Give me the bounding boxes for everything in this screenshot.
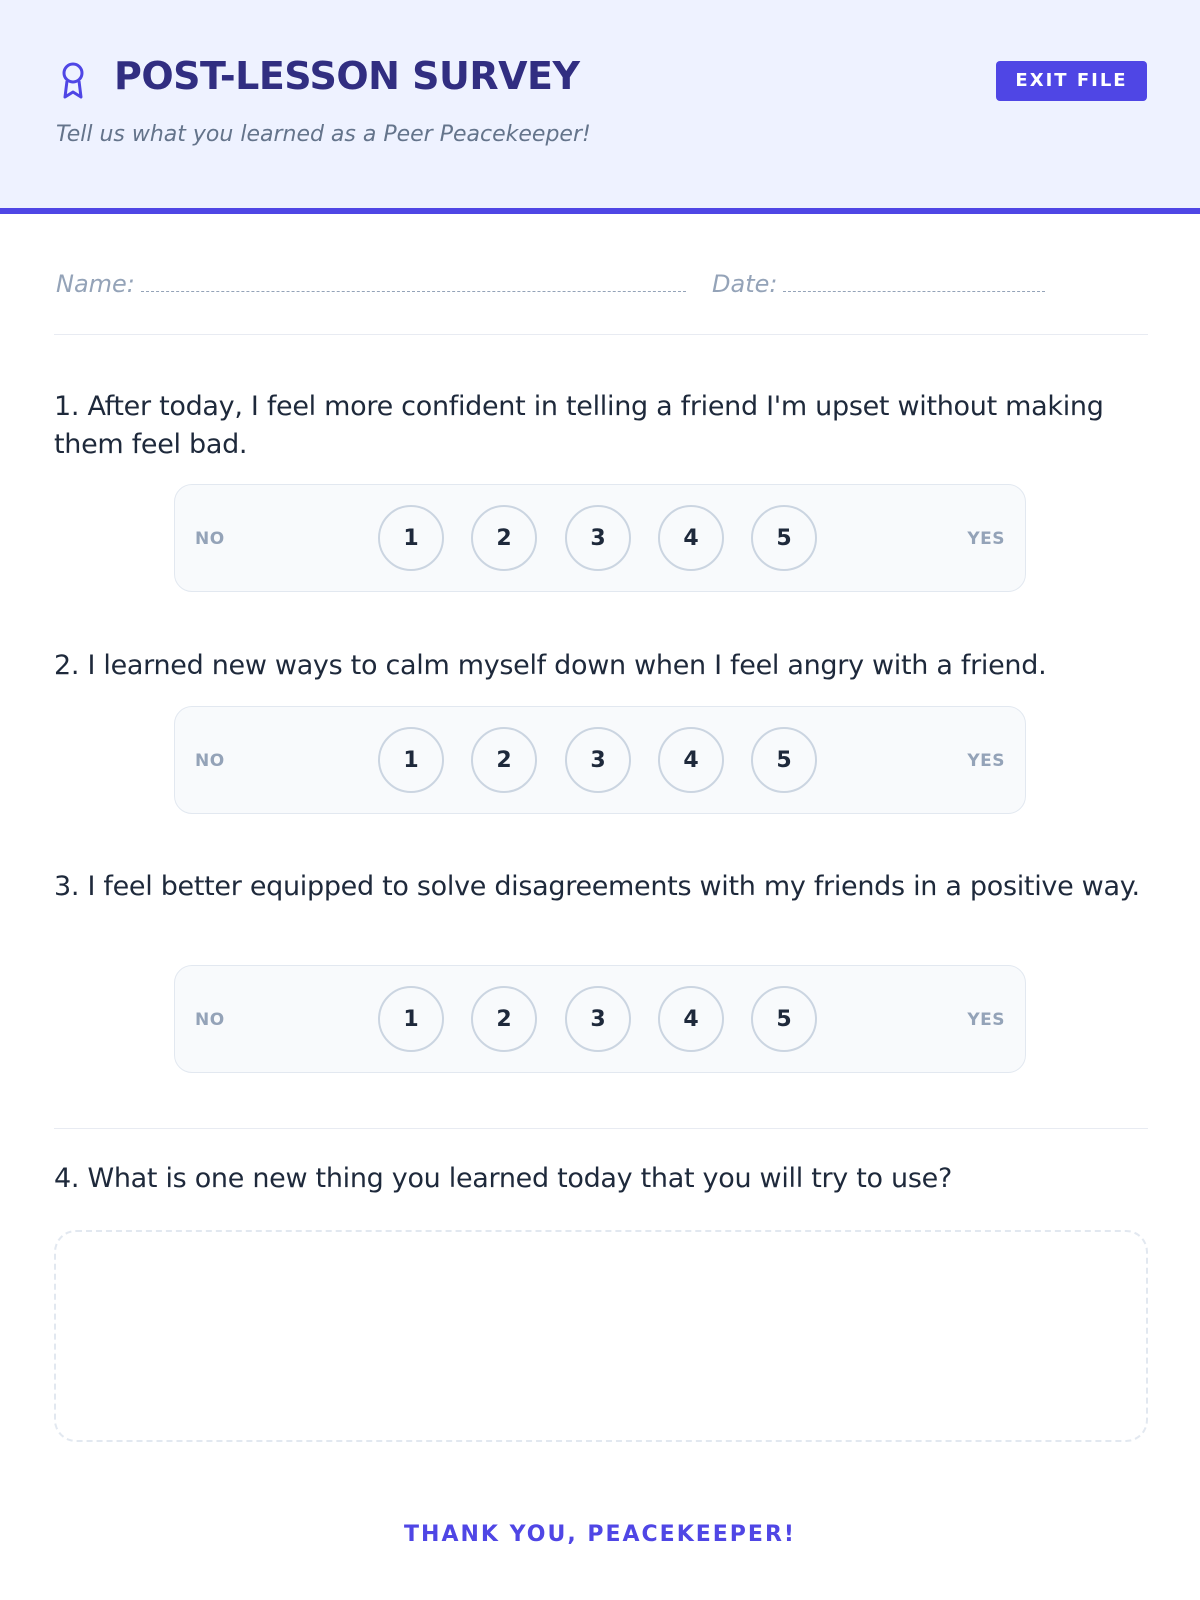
rating-option-2[interactable]: 2 — [471, 505, 537, 571]
rating-option-4[interactable]: 4 — [658, 986, 724, 1052]
rating-scale-q3 — [174, 965, 1026, 1073]
question-3-text: 3. I feel better equipped to solve disagreements with my friends in a positive way. — [54, 871, 1140, 902]
rating-option-4[interactable]: 4 — [658, 505, 724, 571]
date-field[interactable] — [712, 270, 1045, 298]
rating-option-2[interactable]: 2 — [471, 727, 537, 793]
rating-option-2[interactable]: 2 — [471, 986, 537, 1052]
rating-scale-q2 — [174, 706, 1026, 814]
footer-thank-you: THANK YOU, PEACEKEEPER! — [404, 1522, 796, 1547]
scale-low-label: NO — [195, 1010, 225, 1030]
rating-option-3[interactable]: 3 — [565, 727, 631, 793]
scale-low-label: NO — [195, 529, 225, 549]
question-2-text: 2. I learned new ways to calm myself down when I feel angry with a friend. — [54, 650, 1047, 681]
rating-option-5[interactable]: 5 — [751, 727, 817, 793]
rating-option-4[interactable]: 4 — [658, 727, 724, 793]
award-ribbon-icon — [60, 62, 86, 100]
rating-scale-q1 — [174, 484, 1026, 592]
rating-option-1[interactable]: 1 — [378, 727, 444, 793]
question-4-text: 4. What is one new thing you learned today that you will try to use? — [54, 1163, 952, 1194]
date-label: Date: — [712, 270, 778, 298]
page-subtitle: Tell us what you learned as a Peer Peacekeeper! — [56, 122, 591, 147]
scale-low-label: NO — [195, 751, 225, 771]
question-1-text: 1. After today, I feel more confident in telling a friend I'm upset without making them feel bad. — [54, 391, 1104, 460]
date-blank-line[interactable] — [783, 272, 1045, 292]
survey-header — [0, 0, 1200, 214]
scale-high-label: YES — [967, 1010, 1005, 1030]
name-label: Name: — [56, 270, 135, 298]
rating-option-5[interactable]: 5 — [751, 505, 817, 571]
rating-option-3[interactable]: 3 — [565, 505, 631, 571]
name-field[interactable] — [56, 270, 686, 298]
scale-high-label: YES — [967, 529, 1005, 549]
rating-option-1[interactable]: 1 — [378, 505, 444, 571]
rating-option-5[interactable]: 5 — [751, 986, 817, 1052]
divider — [54, 334, 1148, 335]
scale-high-label: YES — [967, 751, 1005, 771]
rating-option-3[interactable]: 3 — [565, 986, 631, 1052]
divider — [54, 1128, 1148, 1129]
page-title: POST-LESSON SURVEY — [114, 54, 580, 98]
answer-textarea[interactable] — [54, 1230, 1148, 1442]
rating-option-1[interactable]: 1 — [378, 986, 444, 1052]
name-blank-line[interactable] — [141, 272, 686, 292]
exit-file-button[interactable]: EXIT FILE — [996, 61, 1147, 101]
